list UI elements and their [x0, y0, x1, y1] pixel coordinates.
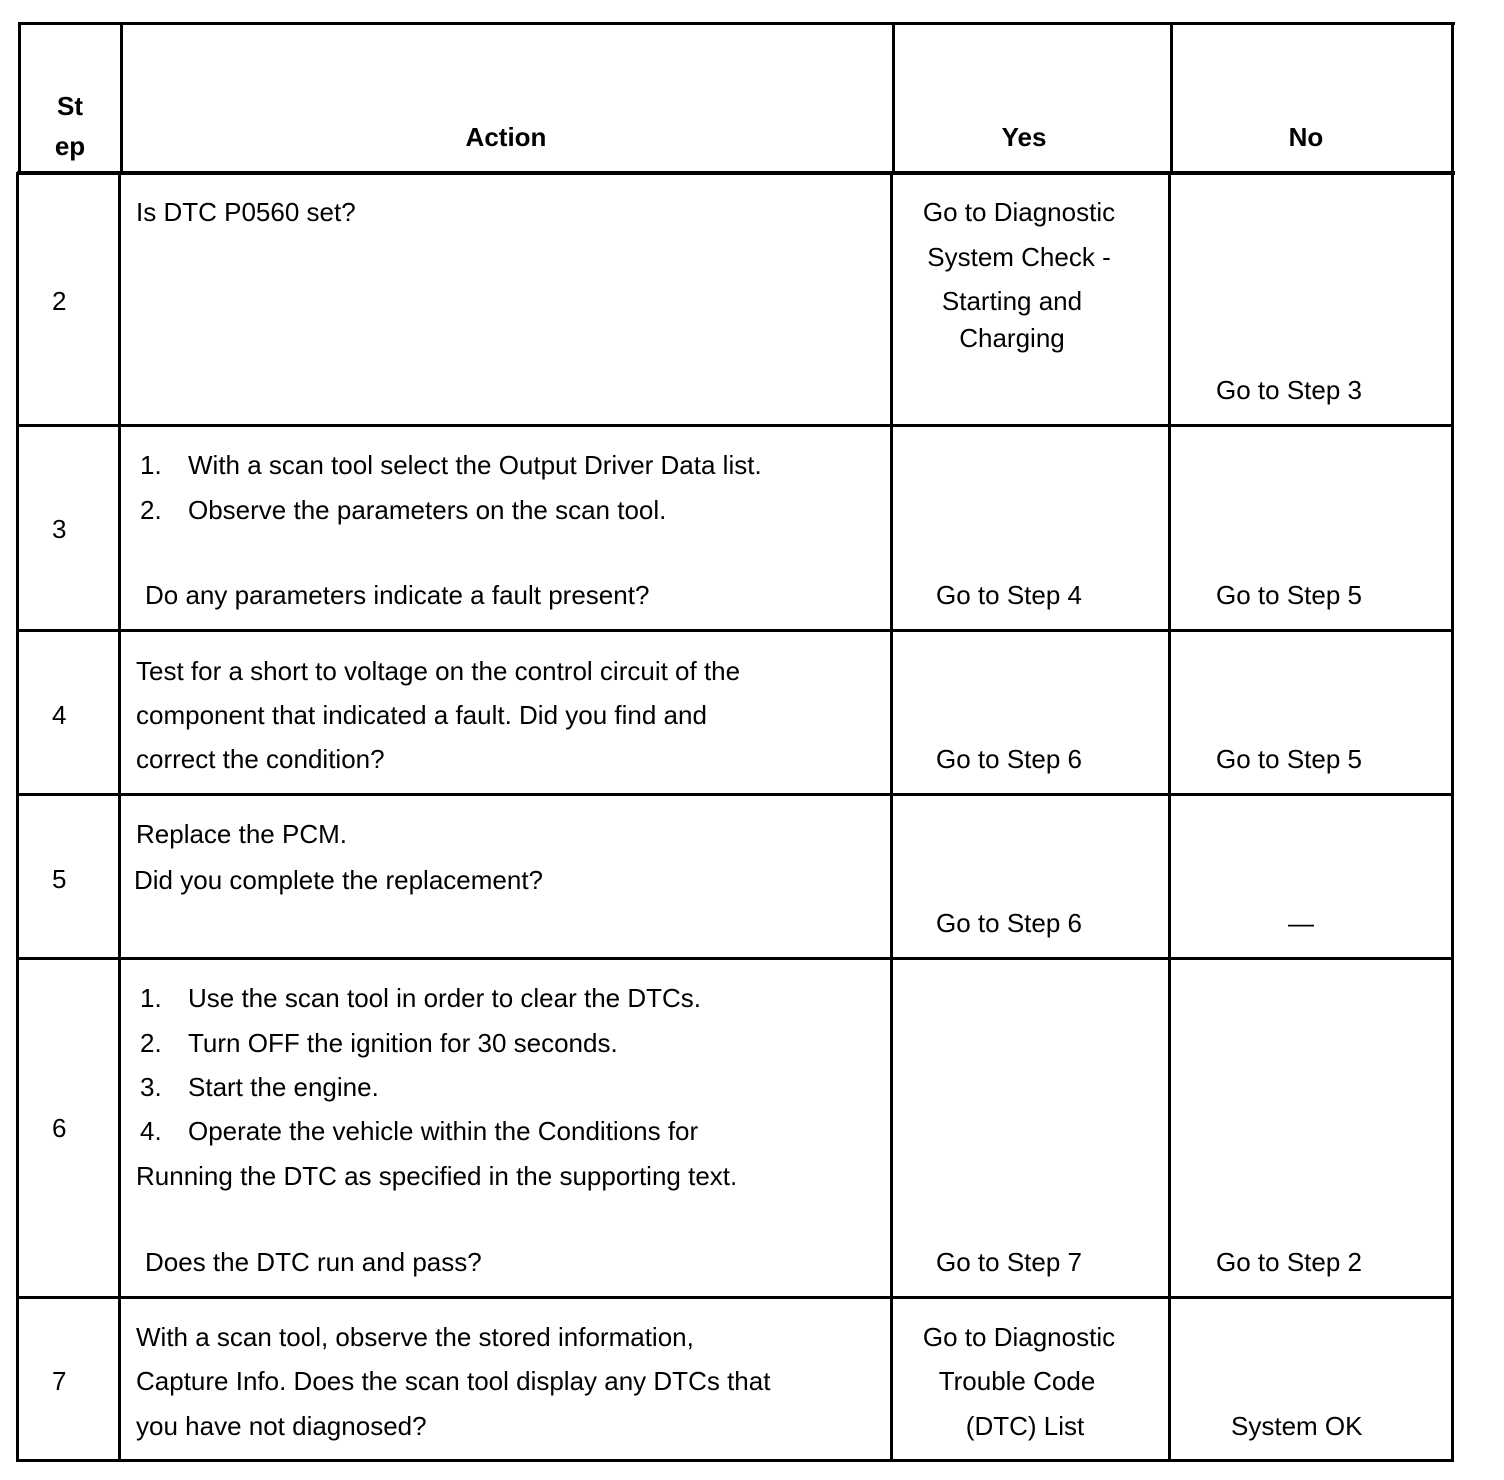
- action-text: With a scan tool, observe the stored information,: [136, 1322, 694, 1352]
- no-text: Go to Step 2: [1216, 1247, 1362, 1277]
- action-text: you have not diagnosed?: [136, 1411, 427, 1441]
- action-text: Is DTC P0560 set?: [136, 197, 356, 227]
- action-list-item: [140, 1118, 698, 1144]
- list-number: 1.: [140, 983, 162, 1013]
- yes-text: Go to Step 6: [936, 908, 1082, 938]
- list-text: Turn OFF the ignition for 30 seconds.: [188, 1028, 618, 1058]
- header-step: [20, 86, 120, 166]
- row-divider: [17, 424, 1454, 427]
- header-divider: [17, 171, 1455, 175]
- yes-text: Go to Step 7: [936, 1247, 1082, 1277]
- step-number: 6: [52, 1113, 67, 1143]
- no-text: Go to Step 5: [1216, 580, 1362, 610]
- no-text: —: [1288, 908, 1314, 938]
- list-text: Start the engine.: [188, 1072, 379, 1102]
- list-text: With a scan tool select the Output Driver Data list.: [188, 450, 762, 480]
- header-step-line: St: [57, 91, 83, 121]
- yes-text: Starting and: [941, 286, 1083, 316]
- column-divider: [1170, 22, 1173, 175]
- yes-text: Charging: [959, 323, 1065, 353]
- action-list-item: [140, 497, 666, 523]
- list-number: 4.: [140, 1116, 162, 1146]
- action-question: Do any parameters indicate a fault present?: [145, 580, 650, 610]
- header-yes: Yes: [1001, 122, 1047, 152]
- column-divider: [892, 22, 895, 175]
- action-question: Does the DTC run and pass?: [145, 1247, 482, 1277]
- step-number: 7: [52, 1366, 67, 1396]
- yes-text: Go to Diagnostic: [922, 197, 1116, 227]
- header-no: No: [1288, 122, 1324, 152]
- yes-text: Go to Step 4: [936, 580, 1082, 610]
- step-number: 5: [52, 864, 67, 894]
- action-text: component that indicated a fault. Did you find and: [136, 700, 707, 730]
- yes-text: Go to Diagnostic: [922, 1322, 1116, 1352]
- action-text: Capture Info. Does the scan tool display any DTCs that: [136, 1366, 771, 1396]
- row-divider: [17, 793, 1454, 796]
- action-text: Did you complete the replacement?: [134, 865, 544, 895]
- header-action: Action: [465, 122, 547, 152]
- row-divider: [17, 1296, 1454, 1299]
- table-border-left: [16, 172, 19, 1462]
- table-border-right: [1451, 22, 1454, 1462]
- action-text: correct the condition?: [136, 744, 385, 774]
- list-number: 1.: [140, 450, 162, 480]
- action-list-item: [140, 1074, 379, 1100]
- action-list-item: [140, 452, 762, 478]
- table-border-bottom: [17, 1459, 1454, 1462]
- list-number: 3.: [140, 1072, 162, 1102]
- yes-text: System Check -: [927, 242, 1111, 272]
- step-number: 4: [52, 700, 67, 730]
- action-text: Replace the PCM.: [136, 819, 347, 849]
- table-border-top: [19, 22, 1455, 25]
- list-text: Observe the parameters on the scan tool.: [188, 495, 667, 525]
- list-number: 2.: [140, 1028, 162, 1058]
- action-list-item: [140, 1030, 618, 1056]
- row-divider: [17, 957, 1454, 960]
- column-divider: [118, 172, 121, 1462]
- no-text: System OK: [1231, 1411, 1363, 1441]
- yes-text: Trouble Code: [938, 1366, 1096, 1396]
- list-number: 2.: [140, 495, 162, 525]
- no-text: Go to Step 3: [1216, 375, 1362, 405]
- column-divider: [120, 22, 123, 175]
- list-text: Operate the vehicle within the Conditions for: [188, 1116, 699, 1146]
- column-divider: [890, 172, 893, 1462]
- action-text: Test for a short to voltage on the control circuit of the: [136, 656, 741, 686]
- row-divider: [17, 629, 1454, 632]
- column-divider: [1168, 172, 1171, 1462]
- list-text: Use the scan tool in order to clear the DTCs.: [188, 983, 702, 1013]
- step-number: 2: [52, 286, 67, 316]
- action-text: Running the DTC as specified in the supporting text.: [136, 1161, 738, 1191]
- header-step-line: ep: [54, 131, 86, 161]
- step-number: 3: [52, 514, 67, 544]
- yes-text: (DTC) List: [965, 1411, 1085, 1441]
- yes-text: Go to Step 6: [936, 744, 1082, 774]
- action-list-item: [140, 985, 701, 1011]
- no-text: Go to Step 5: [1216, 744, 1362, 774]
